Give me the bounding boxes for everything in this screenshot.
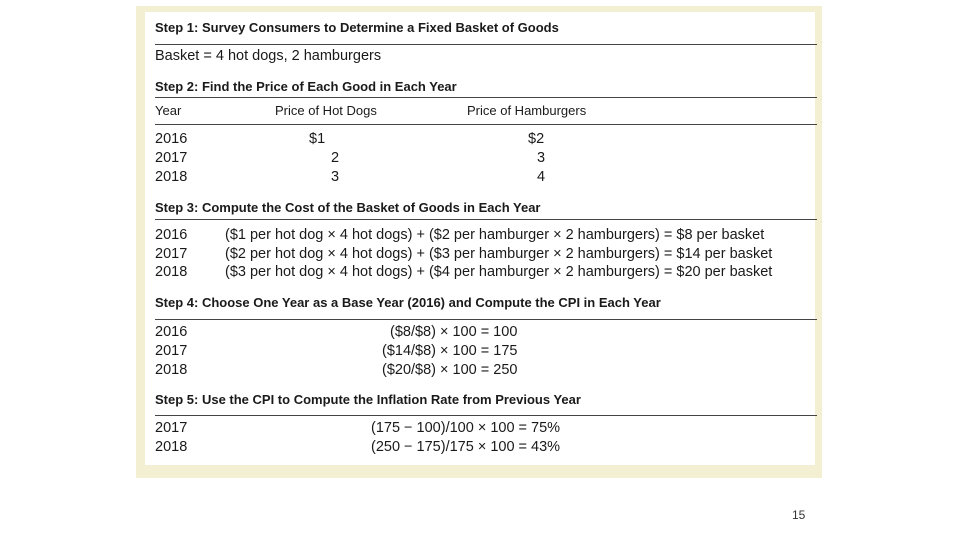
basket-cost-formula: ($2 per hot dog × 4 hot dogs) + ($3 per hamburger × 2 hamburgers) = $14 per basket — [225, 246, 773, 262]
column-header-year: Year — [155, 103, 182, 118]
divider — [155, 219, 817, 220]
cpi-year: 2017 — [155, 343, 188, 359]
cpi-year: 2016 — [155, 324, 188, 340]
basket-definition: Basket = 4 hot dogs, 2 hamburgers — [155, 48, 382, 64]
step1-heading: Step 1: Survey Consumers to Determine a Fixed Basket of Goods — [155, 20, 559, 35]
price-hamburgers: $2 — [528, 131, 545, 147]
price-hot-dogs: $1 — [309, 131, 326, 147]
price-hamburgers: 3 — [537, 150, 546, 166]
inflation-formula: (250 − 175)/175 × 100 = 43% — [371, 439, 561, 455]
cpi-year: 2018 — [155, 362, 188, 378]
step3-heading: Step 3: Compute the Cost of the Basket of Goods in Each Year — [155, 200, 541, 215]
price-hot-dogs: 2 — [331, 150, 340, 166]
price-row-year: 2016 — [155, 131, 188, 147]
step2-heading: Step 2: Find the Price of Each Good in Each Year — [155, 79, 457, 94]
basket-cost-formula: ($1 per hot dog × 4 hot dogs) + ($2 per hamburger × 2 hamburgers) = $8 per basket — [225, 227, 765, 243]
price-row-year: 2017 — [155, 150, 188, 166]
step4-heading: Step 4: Choose One Year as a Base Year (2016) and Compute the CPI in Each Year — [155, 295, 661, 310]
divider — [155, 415, 817, 416]
price-row-year: 2018 — [155, 169, 188, 185]
step5-heading: Step 5: Use the CPI to Compute the Inflation Rate from Previous Year — [155, 392, 581, 407]
price-hot-dogs: 3 — [331, 169, 340, 185]
divider — [155, 97, 817, 98]
divider — [155, 319, 817, 320]
cpi-formula: ($8/$8) × 100 = 100 — [390, 324, 518, 340]
cpi-formula: ($20/$8) × 100 = 250 — [382, 362, 518, 378]
column-header-hot-dogs: Price of Hot Dogs — [275, 103, 377, 118]
basket-cost-year: 2018 — [155, 264, 188, 280]
price-hamburgers: 4 — [537, 169, 546, 185]
basket-cost-year: 2017 — [155, 246, 188, 262]
inflation-year: 2018 — [155, 439, 188, 455]
page-number: 15 — [792, 508, 806, 522]
basket-cost-formula: ($3 per hot dog × 4 hot dogs) + ($4 per hamburger × 2 hamburgers) = $20 per basket — [225, 264, 773, 280]
cpi-calculation-table — [145, 12, 815, 465]
divider — [155, 44, 817, 45]
inflation-year: 2017 — [155, 420, 188, 436]
cpi-formula: ($14/$8) × 100 = 175 — [382, 343, 518, 359]
basket-cost-year: 2016 — [155, 227, 188, 243]
divider — [155, 124, 817, 125]
inflation-formula: (175 − 100)/100 × 100 = 75% — [371, 420, 561, 436]
column-header-hamburgers: Price of Hamburgers — [467, 103, 587, 118]
